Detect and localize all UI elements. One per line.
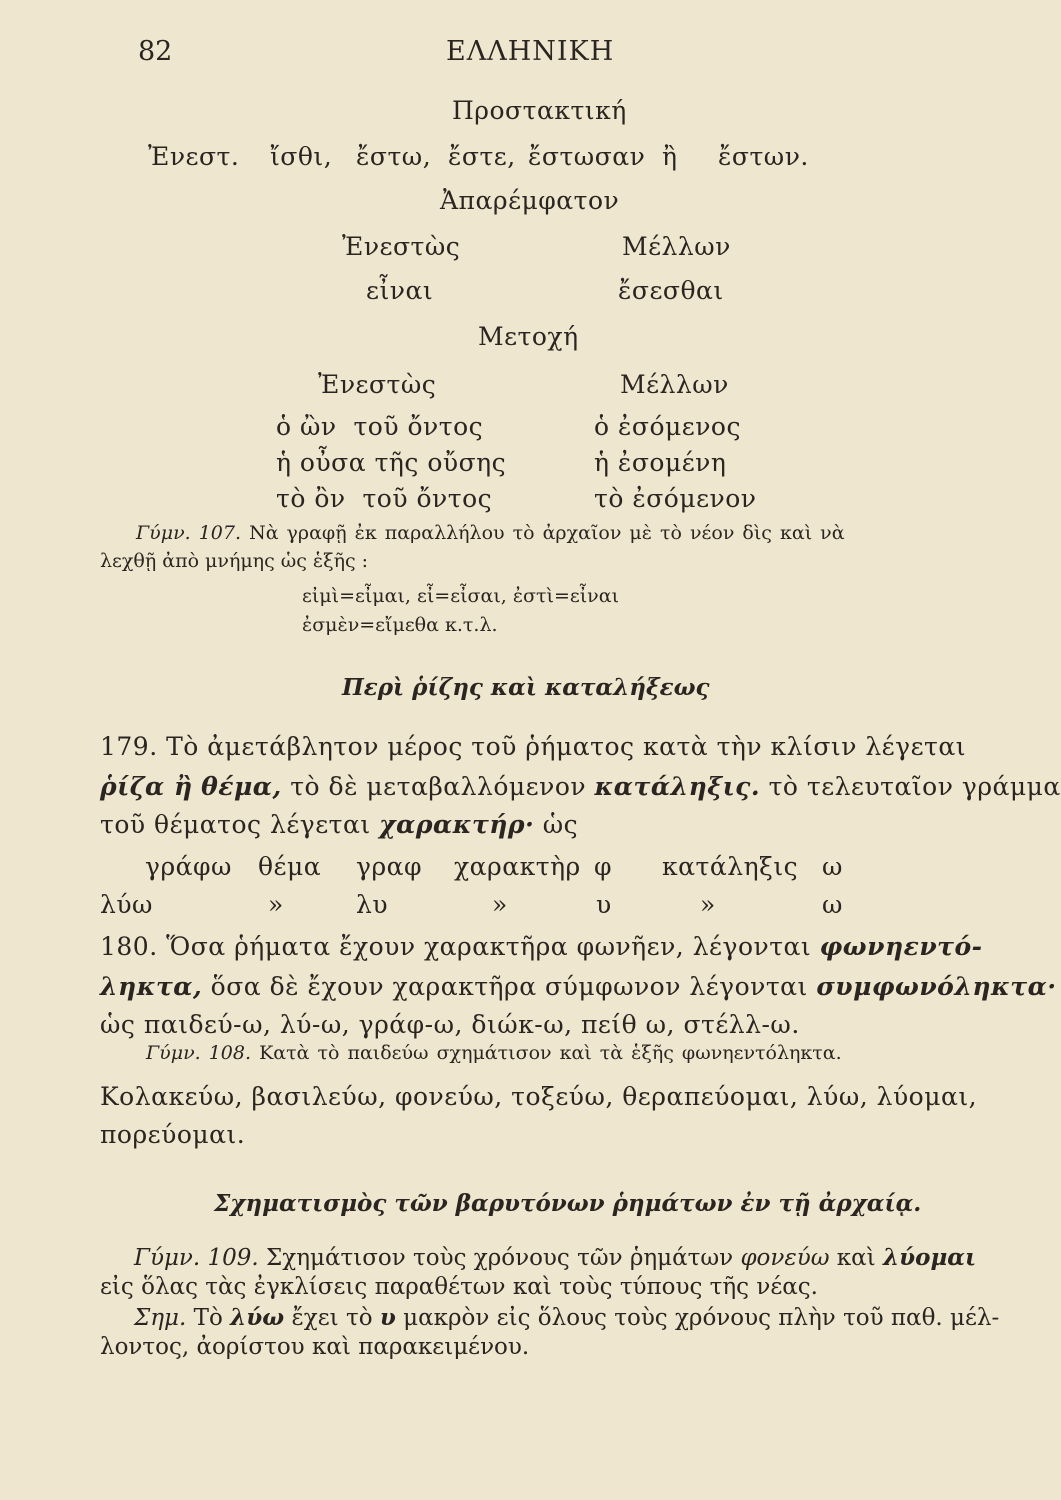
running-title: ΕΛΛΗΝΙΚΗ xyxy=(446,36,615,67)
exercise-109-text: καὶ xyxy=(836,1245,876,1271)
exercise-108-line xyxy=(146,1042,842,1064)
para-179-text: τὸ δὲ μεταβαλλόμενον xyxy=(290,772,587,801)
term-character: χαρακτήρ· xyxy=(379,810,535,839)
exercise-108-label: Γύμν. 108. xyxy=(146,1042,252,1064)
verb-example: φονεύω xyxy=(740,1245,830,1271)
imperative-form: ἔστων. xyxy=(718,142,809,171)
para-180-line xyxy=(100,932,983,961)
exercise-107-line xyxy=(136,522,845,544)
exercise-107-equivalences: ἐσμὲν=εἴμεθα κ.τ.λ. xyxy=(302,614,498,636)
table-cell: κατάληξις xyxy=(662,852,799,881)
table-cell: γραφ xyxy=(356,852,423,881)
table-cell: φ xyxy=(594,852,613,881)
note-label: Σημ. xyxy=(134,1305,187,1331)
exercise-107-text: Νὰ γραφῇ ἐκ παραλλήλου τὸ ἀρχαῖον μὲ τὸ νέον δὶς καὶ νὰ xyxy=(249,522,845,544)
term-stem: θέμα, xyxy=(201,772,282,801)
imperative-form: ἴσθι, xyxy=(270,142,333,171)
imperative-form: ἔστωσαν xyxy=(528,142,646,171)
para-180-text: ὅσα δὲ ἔχουν χαρακτῆρα σύμφωνον λέγονται xyxy=(210,972,808,1001)
para-180-text: 180. Ὅσα ῥήματα ἔχουν χαρακτῆρα φωνῆεν, λέγονται xyxy=(100,932,812,961)
term-consonant-stem: συμφωνόληκτα· xyxy=(816,972,1057,1001)
participle-present-row: ὁ ὢν τοῦ ὄντος xyxy=(276,412,484,441)
section-heading-formation: Σχηματισμὸς τῶν βαρυτόνων ῥημάτων ἐν τῇ ἀρχαίᾳ. xyxy=(214,1190,922,1217)
imperative-form: ἢ xyxy=(662,142,678,171)
note-text: ἔχει τὸ xyxy=(291,1305,373,1331)
participle-future-row: ἡ ἐσομένη xyxy=(594,448,727,477)
table-cell: » xyxy=(268,890,284,919)
term-vowel-stem: φωνηεντό- xyxy=(819,932,983,961)
imperative-heading: Προστακτική xyxy=(452,96,627,125)
infinitive-future-form: ἔσεσθαι xyxy=(618,276,724,305)
imperative-form: ἔστω, xyxy=(356,142,432,171)
exercise-109-text2: εἰς ὅλας τὰς ἐγκλίσεις παραθέτων καὶ τοὺς τύπους τῆς νέας. xyxy=(100,1274,818,1300)
imperative-label: Ἐνεστ. xyxy=(148,142,240,171)
para-179-text: ὡς xyxy=(542,810,579,839)
para-179-line xyxy=(100,772,1061,801)
section-heading-root: Περὶ ῥίζης καὶ καταλήξεως xyxy=(342,674,710,701)
para-179-text: τὸ τελευταῖον γράμμα xyxy=(768,772,1061,801)
verb-example: λύομαι xyxy=(883,1244,977,1271)
imperative-form: ἔστε, xyxy=(448,142,516,171)
table-cell: χαρακτὴρ xyxy=(454,852,581,881)
note-line xyxy=(134,1304,999,1331)
note-text: μακρὸν εἰς ὅλους τοὺς χρόνους πλὴν τοῦ παθ. μέλ- xyxy=(403,1305,1000,1331)
participle-future-label: Μέλλων xyxy=(620,370,729,399)
para-180-line xyxy=(100,972,1057,1001)
para-179-text: τοῦ θέματος λέγεται xyxy=(100,810,371,839)
term-root: ῥίζα ἢ xyxy=(100,772,193,801)
exercise-107-text2: λεχθῇ ἀπὸ μνήμης ὡς ἑξῆς : xyxy=(100,550,369,572)
participle-present-row: ἡ οὖσα τῆς οὔσης xyxy=(276,448,507,477)
exercise-107-equivalences: εἰμὶ=εἶμαι, εἶ=εἶσαι, ἐστὶ=εἶναι xyxy=(302,585,620,607)
participle-heading: Μετοχή xyxy=(478,322,579,351)
table-cell: υ xyxy=(596,890,612,919)
infinitive-future-label: Μέλλων xyxy=(622,232,731,261)
table-cell: » xyxy=(492,890,508,919)
para-180-line: ὡς παιδεύ-ω, λύ-ω, γράφ-ω, διώκ-ω, πείθ ω, στέλλ-ω. xyxy=(100,1010,800,1039)
infinitive-heading: Ἀπαρέμφατον xyxy=(440,186,620,215)
participle-future-row: ὁ ἐσόμενος xyxy=(594,412,741,441)
letter-example: υ xyxy=(379,1304,396,1331)
verb-example: λύω xyxy=(230,1304,285,1331)
exercise-108-words: Κολακεύω, βασιλεύω, φονεύω, τοξεύω, θεραπεύομαι, λύω, λύομαι, xyxy=(100,1082,978,1111)
para-179-line xyxy=(100,810,950,839)
participle-present-label: Ἐνεστὼς xyxy=(318,370,437,399)
table-cell: ω xyxy=(822,852,843,881)
table-cell: λύω xyxy=(100,890,153,919)
infinitive-present-label: Ἐνεστὼς xyxy=(342,232,461,261)
table-cell: » xyxy=(700,890,716,919)
exercise-108-words: πορεύομαι. xyxy=(100,1120,246,1149)
term-vowel-stem: ληκτα, xyxy=(100,972,203,1001)
table-cell: λυ xyxy=(356,890,389,919)
table-cell: ω xyxy=(822,890,843,919)
exercise-107-label: Γύμν. 107. xyxy=(136,522,242,544)
participle-present-row: τὸ ὂν τοῦ ὄντος xyxy=(276,484,493,513)
table-cell: θέμα xyxy=(258,852,322,881)
table-cell: γράφω xyxy=(145,852,232,881)
infinitive-present-form: εἶναι xyxy=(366,276,434,305)
note-text2: λοντος, ἀορίστου καὶ παρακειμένου. xyxy=(100,1334,530,1360)
exercise-108-text: Κατὰ τὸ παιδεύω σχημάτισον καὶ τὰ ἑξῆς φωνηεντόληκτα. xyxy=(259,1042,842,1064)
para-179-line: 179. Τὸ ἀμετάβλητον μέρος τοῦ ῥήματος κατὰ τὴν κλίσιν λέγεται xyxy=(100,732,967,761)
exercise-109-line xyxy=(134,1244,976,1271)
term-ending: κατάληξις. xyxy=(594,772,761,801)
note-text: Τὸ xyxy=(193,1305,223,1331)
page-number: 82 xyxy=(138,36,173,67)
participle-future-row: τὸ ἐσόμενον xyxy=(594,484,757,513)
exercise-109-label: Γύμν. 109. xyxy=(134,1245,259,1271)
exercise-109-text: Σχημάτισον τοὺς χρόνους τῶν ῥημάτων xyxy=(266,1245,734,1271)
